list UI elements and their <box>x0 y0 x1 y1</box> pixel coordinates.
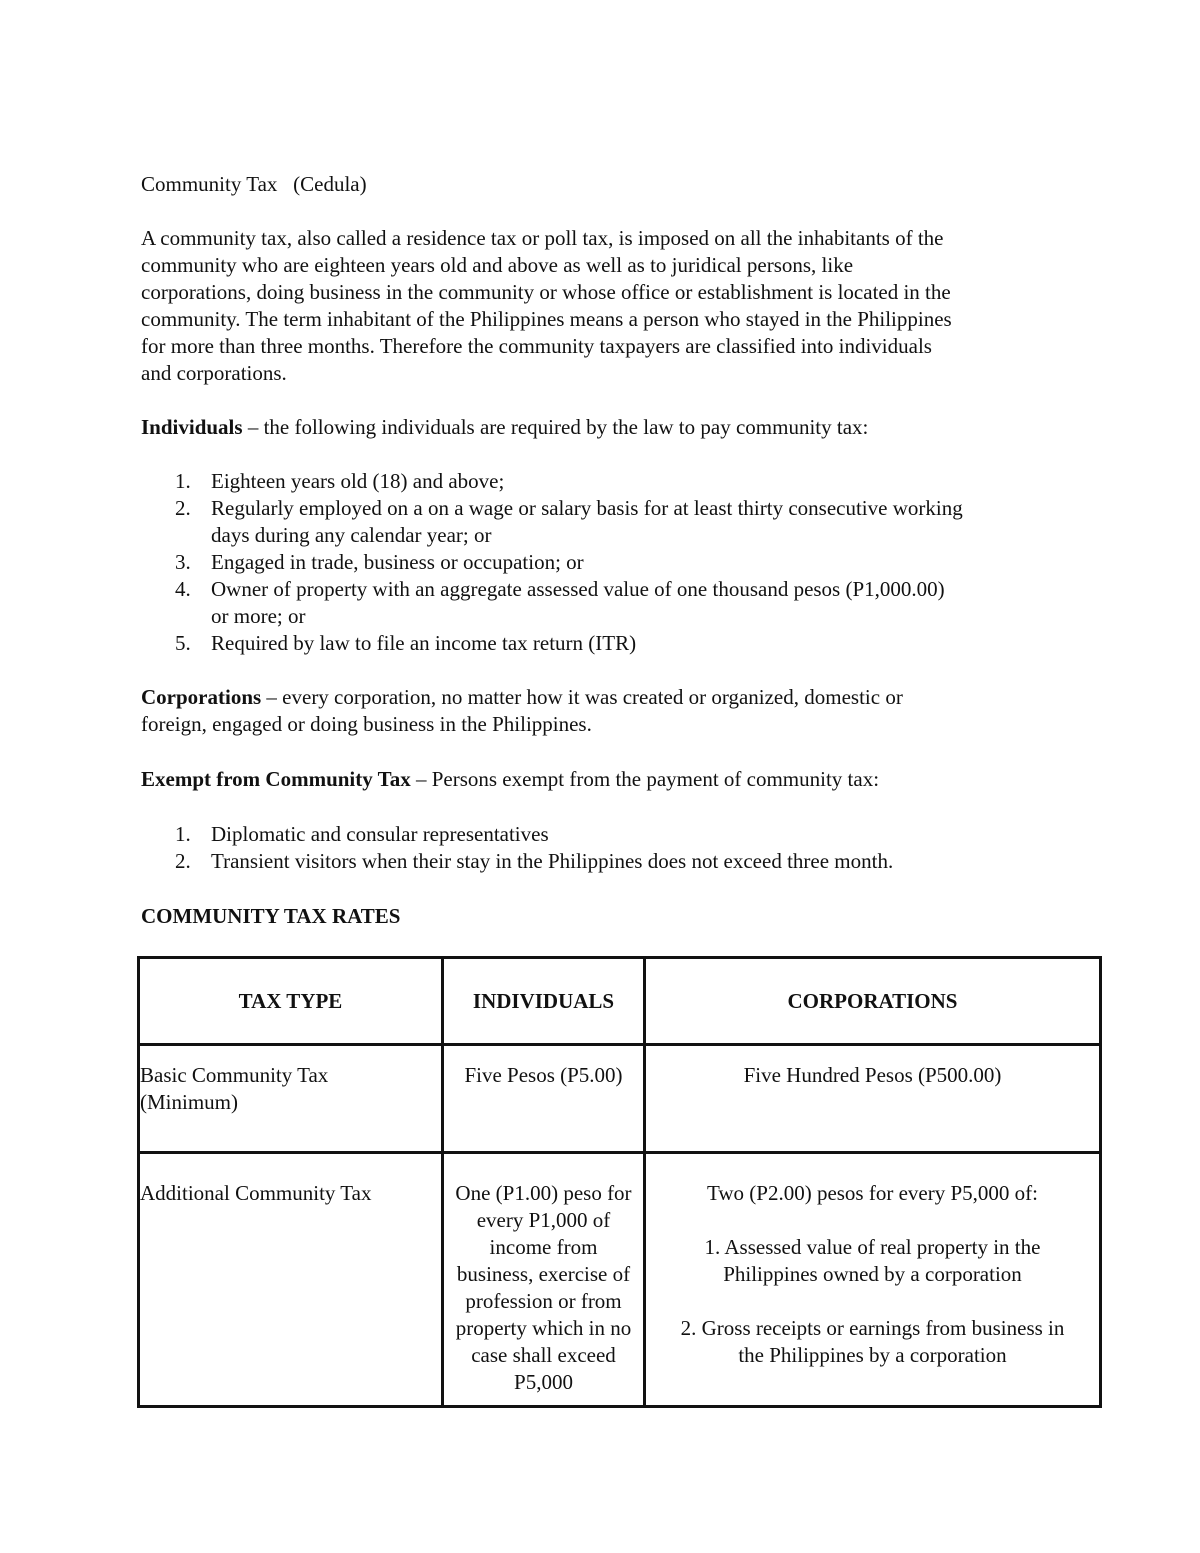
basic-tax-type-cell: Basic Community Tax (Minimum) <box>139 1045 443 1153</box>
additional-tax-type-cell: Additional Community Tax <box>139 1153 443 1407</box>
exempt-heading: Exempt from Community Tax <box>141 767 411 791</box>
table-header-row <box>139 958 1101 1045</box>
basic-corporations-cell: Five Hundred Pesos (P500.00) <box>645 1045 1101 1153</box>
intro-line: community. The term inhabitant of the Philippines means a person who stayed in the Philippines <box>141 307 952 331</box>
table-row <box>139 1045 1101 1153</box>
header-corporations: CORPORATIONS <box>645 958 1101 1045</box>
tax-rates-table <box>137 956 1102 1408</box>
list-item: 4. Owner of property with an aggregate assessed value of one thousand pesos (P1,000.00) or more; or <box>175 577 945 628</box>
individuals-list <box>141 468 963 657</box>
intro-paragraph <box>141 225 1071 387</box>
intro-line: A community tax, also called a residence tax or poll tax, is imposed on all the inhabitants of the <box>141 226 944 250</box>
table-row <box>139 1153 1101 1407</box>
corporations-section: Corporations – every corporation, no matter how it was created or organized, domestic or foreign, engaged or doing business in the Philippines. <box>141 685 903 736</box>
individuals-heading: Individuals <box>141 415 243 439</box>
intro-line: corporations, doing business in the community or whose office or establishment is located in the <box>141 280 951 304</box>
exempt-list <box>141 821 893 875</box>
intro-line: for more than three months. Therefore the community taxpayers are classified into individuals <box>141 334 932 358</box>
header-individuals: INDIVIDUALS <box>443 958 645 1045</box>
document-title: Community Tax (Cedula) <box>141 172 367 196</box>
corporations-heading: Corporations <box>141 685 262 709</box>
rates-heading: COMMUNITY TAX RATES <box>141 904 401 928</box>
list-item: 2. Transient visitors when their stay in the Philippines does not exceed three month. <box>175 849 894 873</box>
basic-individuals-cell: Five Pesos (P5.00) <box>443 1045 645 1153</box>
individuals-section <box>141 414 868 441</box>
individuals-text: – the following individuals are required by the law to pay community tax: <box>242 415 869 439</box>
header-tax-type: TAX TYPE <box>139 958 443 1045</box>
list-item: 2. Regularly employed on a on a wage or salary basis for at least thirty consecutive working days during any calendar year; or <box>175 496 963 547</box>
list-item: 1. Diplomatic and consular representatives <box>175 822 549 846</box>
intro-line: community who are eighteen years old and above as well as to juridical persons, like <box>141 253 854 277</box>
exempt-section: Exempt from Community Tax – Persons exempt from the payment of community tax: <box>141 767 880 791</box>
intro-line: and corporations. <box>141 361 287 385</box>
additional-individuals-cell: One (P1.00) peso for every P1,000 of income from business, exercise of profession or from property which in no case shall exceed P5,000 <box>443 1153 645 1407</box>
additional-corporations-cell: Two (P2.00) pesos for every P5,000 of: 1. Assessed value of real property in the Philippines owned by a corporation 2. Gross receipts or earnings from business in the Philippines by a corporation <box>645 1153 1101 1407</box>
list-item: 5. Required by law to file an income tax return (ITR) <box>175 631 637 655</box>
list-item: 1. Eighteen years old (18) and above; <box>175 469 505 493</box>
list-item: 3. Engaged in trade, business or occupation; or <box>175 550 584 574</box>
